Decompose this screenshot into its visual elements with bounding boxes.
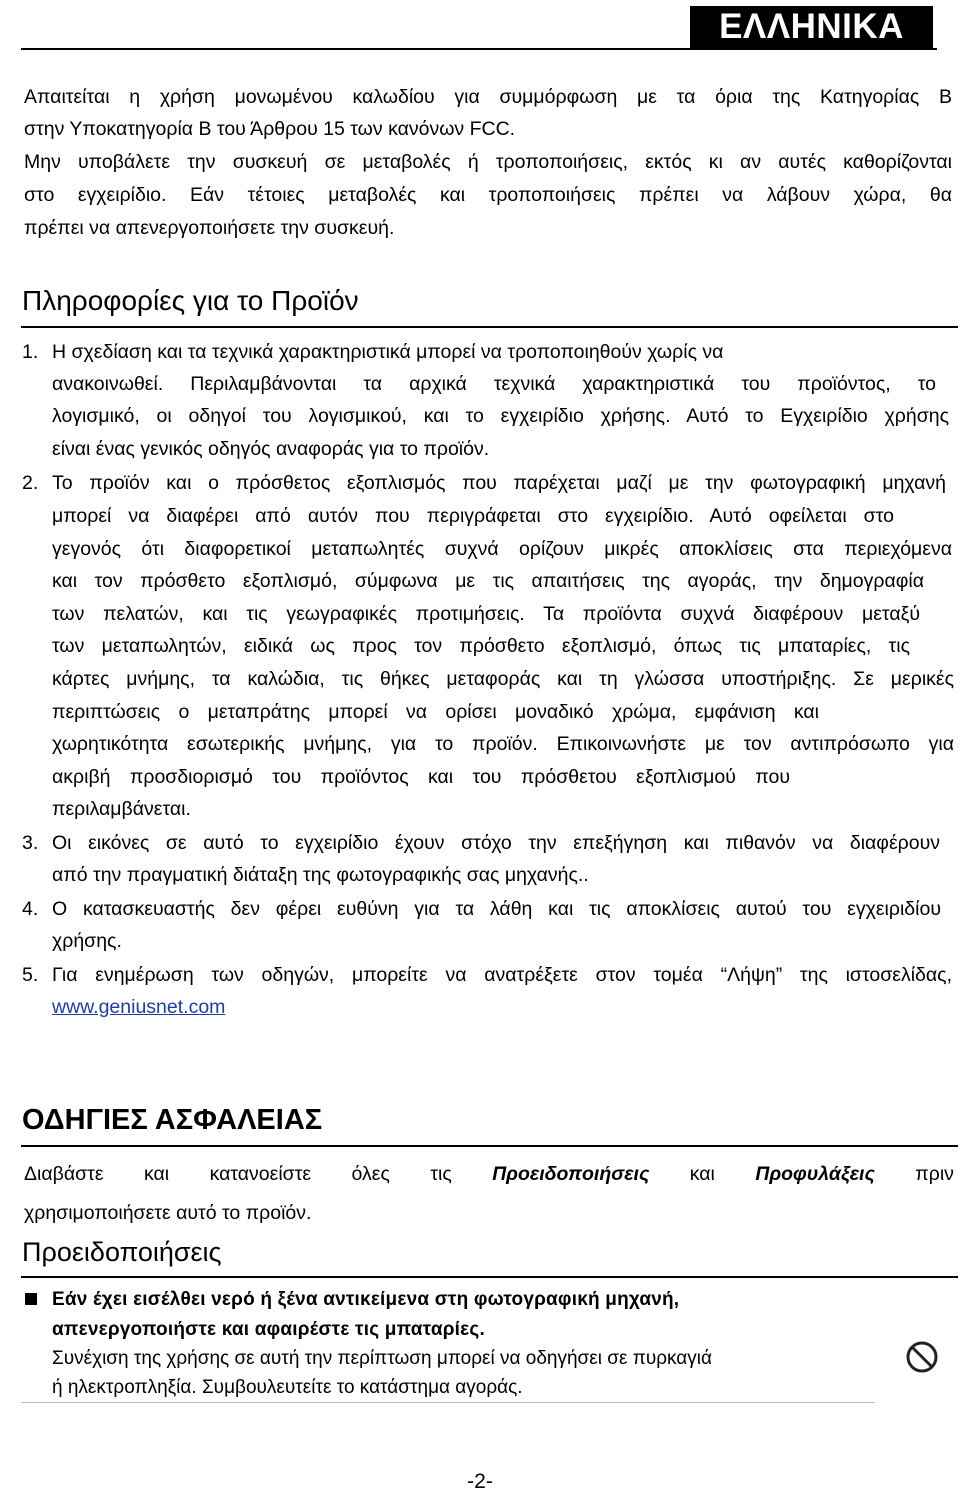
item-1-number: 1. <box>22 341 39 363</box>
intro-word: και <box>689 1163 715 1185</box>
item-4-line-2: χρήσης. <box>52 930 122 952</box>
item-5-line-1: Για ενημέρωση των οδηγών, μπορείτε να ανατρέξετε στον τομέα “Λήψη” της ιστοσελίδας, <box>52 964 952 986</box>
item-3-number: 3. <box>22 832 39 854</box>
intro-word: πριν <box>915 1163 954 1185</box>
fcc-line-2: στην Υποκατηγορία Β του Άρθρου 15 των κανόνων FCC. <box>24 118 516 140</box>
fcc-line-4: στο εγχειρίδιο. Εάν τέτοιες μεταβολές και τροποποιήσεις πρέπει να λάβουν χώρα, θα <box>24 184 952 206</box>
warning-bottom-rule <box>21 1402 875 1403</box>
language-badge: ΕΛΛΗΝΙΚΑ <box>690 6 933 48</box>
warning-1-line-4: ή ηλεκτροπληξία. Συμβουλευτείτε το κατάστημα αγοράς. <box>52 1377 523 1398</box>
item-2-line-8: περιπτώσεις ο μεταπράτης μπορεί να ορίσει μοναδικό χρώμα, εμφάνιση και <box>52 701 819 723</box>
item-1-line-1: Η σχεδίαση και τα τεχνικά χαρακτηριστικά μπορεί να τροποποιηθούν χωρίς να <box>52 341 724 363</box>
item-2-line-10: ακριβή προσδιορισμό του προϊόντος και του πρόσθετου εξοπλισμού που <box>52 766 790 788</box>
item-2-line-7: κάρτες μνήμης, τα καλώδια, τις θήκες μεταφοράς και τη γλώσσα υποστήριξης. Σε μερικές <box>52 668 954 690</box>
item-5-number: 5. <box>22 964 39 986</box>
item-2-number: 2. <box>22 472 39 494</box>
intro-word: τις <box>430 1163 452 1185</box>
safety-heading: ΟΔΗΓΙΕΣ ΑΣΦΑΛΕΙΑΣ <box>22 1104 323 1136</box>
website-link[interactable]: www.geniusnet.com <box>52 996 226 1018</box>
item-4-line-1: Ο κατασκευαστής δεν φέρει ευθύνη για τα λάθη και τις αποκλίσεις αυτού του εγχειριδίου <box>52 898 941 920</box>
warning-1-bold-line-2: απενεργοποιήστε και αφαιρέστε τις μπαταρίες. <box>52 1319 485 1340</box>
product-info-rule <box>21 326 958 328</box>
precautions-term: Προφυλάξεις <box>755 1163 875 1185</box>
intro-word: και <box>144 1163 170 1185</box>
item-2-line-1: Το προϊόν και ο πρόσθετος εξοπλισμός που παρέχεται μαζί με την φωτογραφική μηχανή <box>52 472 946 494</box>
item-2-line-5: των πελατών, και τις γεωγραφικές προτιμήσεις. Τα προϊόντα συχνά διαφέρουν μεταξύ <box>52 603 920 625</box>
website-link-line <box>52 991 225 1024</box>
header-rule <box>21 48 937 50</box>
safety-intro-line-2: χρησιμοποιήσετε αυτό το προϊόν. <box>24 1202 312 1224</box>
item-2-line-11: περιλαμβάνεται. <box>52 798 191 820</box>
item-1-line-2: ανακοινωθεί. Περιλαμβάνονται τα αρχικά τεχνικά χαρακτηριστικά του προϊόντος, το <box>52 373 936 395</box>
warnings-rule <box>21 1276 958 1278</box>
item-1-line-3: λογισμικό, οι οδηγοί του λογισμικού, και το εγχειρίδιο χρήσης. Αυτό το Εγχειρίδιο χρήσης <box>52 405 949 427</box>
intro-word: Διαβάστε <box>24 1163 104 1185</box>
product-info-heading: Πληροφορίες για το Προϊόν <box>22 285 359 316</box>
warnings-term: Προειδοποιήσεις <box>492 1163 650 1185</box>
safety-intro-line-1 <box>24 1158 954 1191</box>
intro-word: κατανοείστε <box>209 1163 312 1185</box>
fcc-line-5: πρέπει να απενεργοποιήσετε την συσκευή. <box>24 217 395 239</box>
intro-word: όλες <box>351 1163 390 1185</box>
page-number: -2- <box>467 1470 493 1493</box>
fcc-line-3: Μην υποβάλετε την συσκευή σε μεταβολές ή τροποποιήσεις, εκτός κι αν αυτές καθορίζονται <box>24 151 952 173</box>
bullet-square-icon <box>25 1293 37 1305</box>
item-3-line-2: από την πραγματική διάταξη της φωτογραφικής σας μηχανής.. <box>52 864 589 886</box>
safety-rule <box>21 1145 958 1147</box>
fcc-line-1: Απαιτείται η χρήση μονωμένου καλωδίου για συμμόρφωση με τα όρια της Κατηγορίας Β <box>24 86 952 108</box>
item-1-line-4: είναι ένας γενικός οδηγός αναφοράς για το προϊόν. <box>52 438 490 460</box>
item-2-line-6: των μεταπωλητών, ειδικά ως προς τον πρόσθετο εξοπλισμό, όπως τις μπαταρίες, τις <box>52 635 910 657</box>
warning-1-bold-line-1: Εάν έχει εισέλθει νερό ή ξένα αντικείμενα στη φωτογραφική μηχανή, <box>52 1289 680 1310</box>
item-2-line-4: και τον πρόσθετο εξοπλισμό, σύμφωνα με τις απαιτήσεις της αγοράς, την δημογραφία <box>52 570 924 592</box>
item-2-line-3: γεγονός ότι διαφορετικοί μεταπωλητές συχνά ορίζουν μικρές αποκλίσεις στα περιεχόμενα <box>52 538 952 560</box>
warnings-heading: Προειδοποιήσεις <box>22 1237 222 1267</box>
item-2-line-9: χωρητικότητα εσωτερικής μνήμης, για το προϊόν. Επικοινωνήστε με τον αντιπρόσωπο για <box>52 733 954 755</box>
item-2-line-2: μπορεί να διαφέρει από αυτόν που περιγράφεται στο εγχειρίδιο. Αυτό οφείλεται στο <box>52 505 894 527</box>
warning-1-line-3: Συνέχιση της χρήσης σε αυτή την περίπτωση μπορεί να οδηγήσει σε πυρκαγιά <box>52 1348 712 1369</box>
item-4-number: 4. <box>22 898 39 920</box>
item-3-line-1: Οι εικόνες σε αυτό το εγχειρίδιο έχουν στόχο την επεξήγηση και πιθανόν να διαφέρουν <box>52 832 940 854</box>
prohibited-icon <box>905 1340 939 1374</box>
